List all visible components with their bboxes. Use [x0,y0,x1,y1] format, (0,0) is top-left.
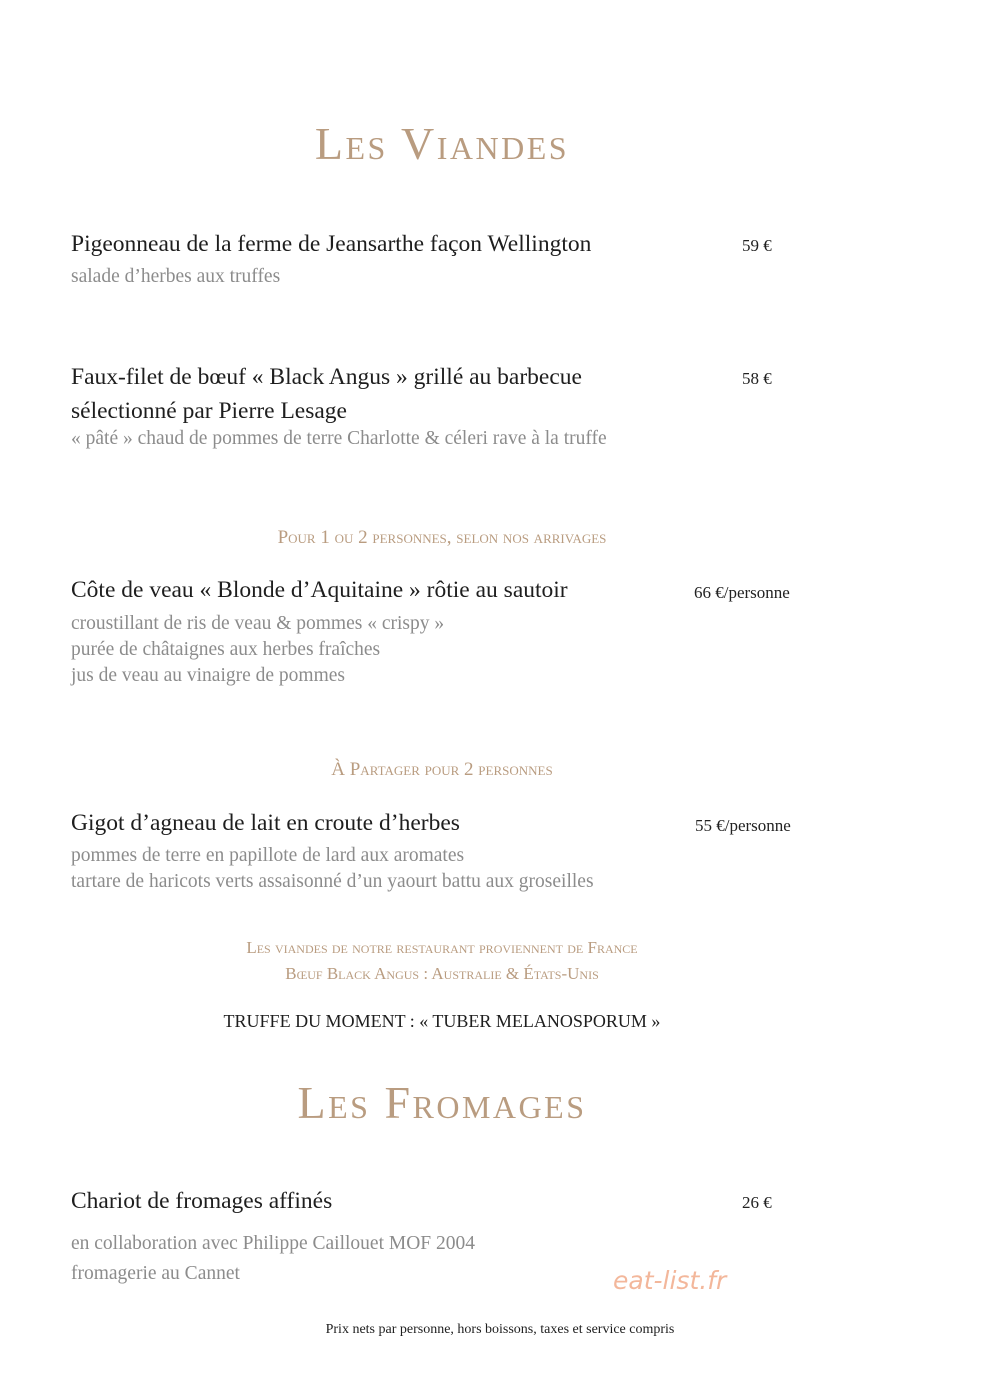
dish-description-gigot-2: tartare de haricots verts assaisonné d’un yaourt battu aux groseilles [71,871,594,892]
subheading-cote-de-veau: Pour 1 ou 2 personnes, selon nos arrivages [277,527,607,548]
dish-description-cote-de-veau-2: purée de châtaignes aux herbes fraîches [71,639,381,660]
truffe-du-moment: TRUFFE DU MOMENT : « TUBER MELANOSPORUM » [223,1011,661,1031]
section-title-viandes: Les Viandes [314,118,570,169]
dish-name-faux-filet: Faux-filet de bœuf « Black Angus » grillé au barbecue [71,364,582,390]
dish-description-cote-de-veau-3: jus de veau au vinaigre de pommes [71,665,345,686]
dish-description-faux-filet: « pâté » chaud de pommes de terre Charlotte & céleri rave à la truffe [71,428,607,449]
section-title-fromages: Les Fromages [297,1077,587,1128]
subheading-gigot: À Partager pour 2 personnes [331,759,553,780]
dish-name-chariot-fromages: Chariot de fromages affinés [71,1188,333,1214]
watermark-logo: eat-list.fr [613,1266,727,1295]
dish-price-chariot-fromages: 26 € [742,1193,772,1212]
dish-description-fromages-2: fromagerie au Cannet [71,1263,240,1284]
dish-description-cote-de-veau-1: croustillant de ris de veau & pommes « crispy » [71,613,445,634]
dish-price-cote-de-veau: 66 €/personne [694,583,790,602]
dish-price-gigot: 55 €/personne [695,816,791,835]
dish-description-pigeonneau: salade d’herbes aux truffes [71,266,281,287]
dish-name-cote-de-veau: Côte de veau « Blonde d’Aquitaine » rôtie au sautoir [71,577,568,603]
dish-name-pigeonneau: Pigeonneau de la ferme de Jeansarthe façon Wellington [71,231,592,257]
dish-price-faux-filet: 58 € [742,369,772,388]
dish-description-gigot-1: pommes de terre en papillote de lard aux aromates [71,845,465,866]
dish-name-gigot: Gigot d’agneau de lait en croute d’herbes [71,810,460,836]
dish-name-faux-filet-line2: sélectionné par Pierre Lesage [71,398,347,424]
origin-note-france: Les viandes de notre restaurant proviennent de France [246,938,638,957]
footer-price-note: Prix nets par personne, hors boissons, taxes et service compris [325,1322,675,1337]
origin-note-black-angus: Bœuf Black Angus : Australie & États-Unis [285,964,599,983]
dish-description-fromages-1: en collaboration avec Philippe Caillouet MOF 2004 [71,1233,476,1254]
dish-price-pigeonneau: 59 € [742,236,772,255]
